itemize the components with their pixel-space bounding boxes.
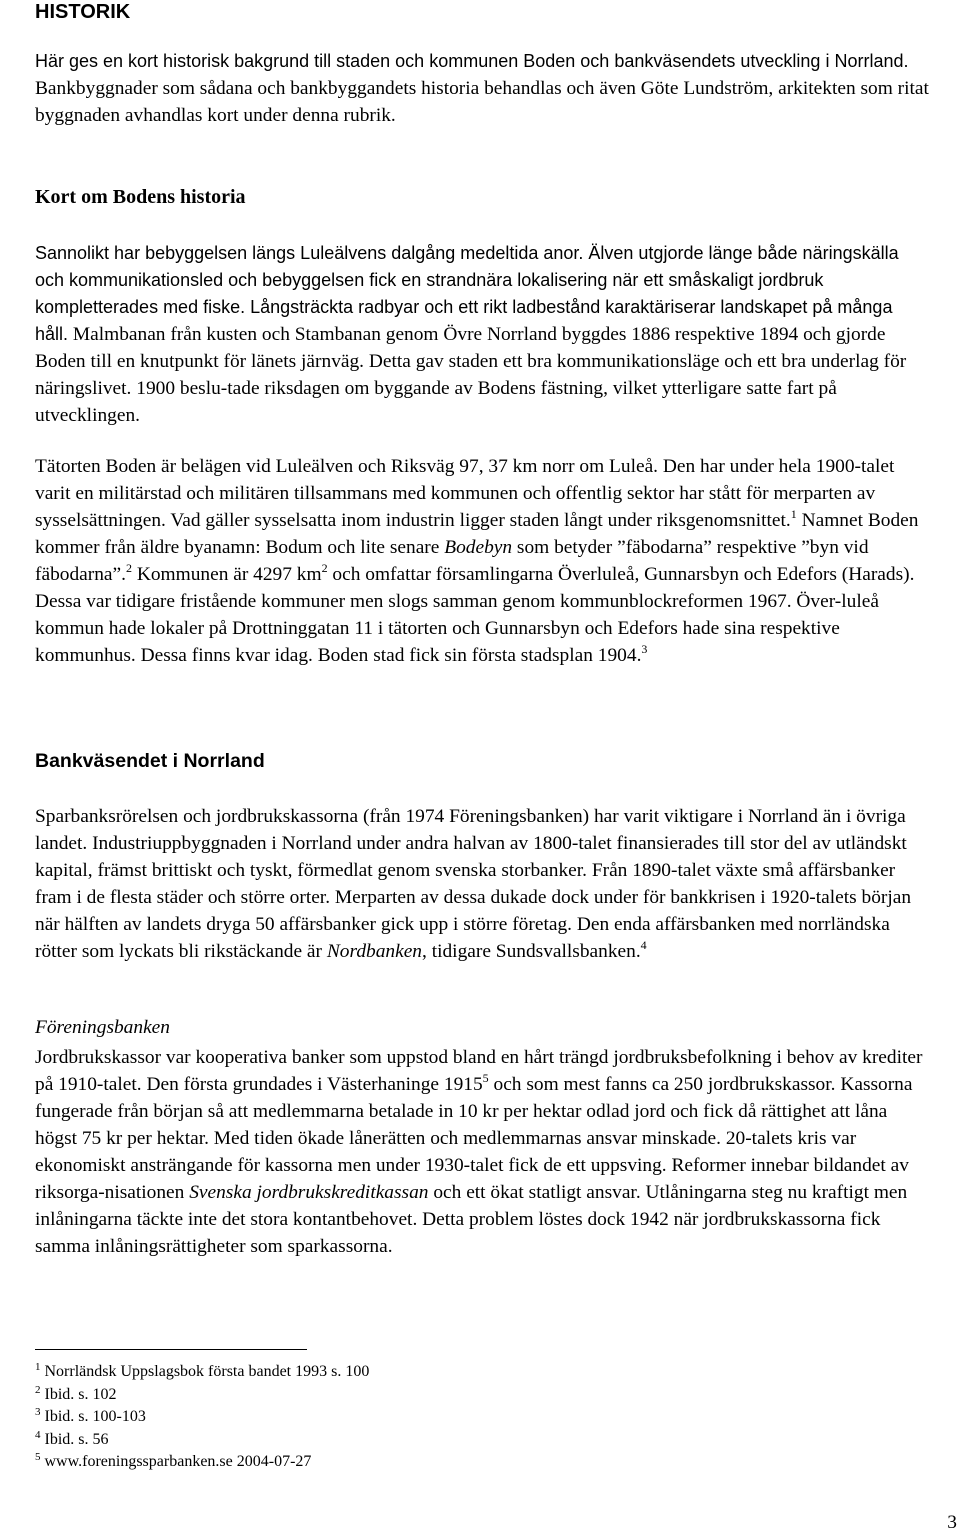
- history-paragraph-1: [35, 240, 930, 429]
- footnote-number: 3: [35, 1406, 41, 1418]
- history-p1-serif-text: Malmbanan från kusten och Stambanan genom Övre Norrland byggdes 1886 respektive 1894 och gjorde Boden till en knutpunkt för länets järnväg. Detta gav staden ett bra kommunikationsläge och ett bra underlag för näringslivet. 1900 beslu-tade riksdagen om byggande av Bodens fästning, vilket ytterligare satte fart på utvecklingen.: [35, 324, 907, 426]
- footnote-text: Ibid. s. 56: [40, 1431, 109, 1448]
- bank-p1-text-b: , tidigare Sundsvallsbanken.: [422, 941, 641, 962]
- footnote-number: 1: [35, 1361, 41, 1373]
- history-p2-text-a: Tätorten Boden är belägen vid Luleälven och Riksväg 97, 37 km norr om Luleå. Den har under hela 1900-talet varit en militärstad och militären tillsammans med kommunen och offentlig sektor har stått för merparten av sysselsättningen. Vad gäller sysselsatta inom industrin ligger staden långt under riksgenomsnittet.: [35, 456, 895, 531]
- footnote-2: [35, 1384, 117, 1406]
- section-title-bodens-historia: Kort om Bodens historia: [35, 186, 246, 208]
- footnote-4: [35, 1429, 109, 1451]
- bank-p2-text-c: och ett ökat statligt ansvar. Utlåningarna steg nu kraftigt men inlåningarna täckte inte det stora kontantbehovet. Detta problem löstes dock 1942 när jordbrukskassorna fick samma inlåningsrättigheter som sparkassorna.: [35, 1182, 908, 1257]
- footnote-ref-4: 4: [640, 938, 647, 952]
- history-p2-text-d: Kommunen är 4297 km: [131, 564, 322, 585]
- footnote-divider: [35, 1349, 307, 1350]
- footnote-ref-1: 1: [790, 507, 797, 521]
- footnote-3: [35, 1406, 146, 1428]
- intro-paragraph: [35, 48, 930, 129]
- subheading-foreningsbanken: Föreningsbanken: [35, 1017, 170, 1038]
- footnote-ref-2: 2: [125, 561, 132, 575]
- page-number: 3: [947, 1512, 957, 1533]
- footnote-text: Ibid. s. 102: [40, 1386, 117, 1403]
- history-p2-text-b: Namnet Boden kommer från äldre byanamn: Bodum och lite senare: [35, 510, 919, 558]
- intro-sentence-2: Bankbyggnader som sådana och bankbyggandets historia behandlas och även Göte Lundström, arkitekten som ritat byggnaden avhandlas kort under denna rubrik.: [35, 78, 929, 126]
- history-p2-italic-bodebyn: Bodebyn: [444, 537, 513, 558]
- bank-paragraph-2: [35, 1044, 930, 1260]
- footnote-ref-5: 5: [482, 1071, 489, 1085]
- square-superscript: 2: [321, 561, 328, 575]
- footnote-ref-3: 3: [641, 642, 648, 656]
- footnote-5: [35, 1451, 311, 1473]
- bank-p1-italic-nordbanken: Nordbanken: [326, 941, 423, 962]
- footnote-number: 4: [35, 1429, 41, 1441]
- section-title-bankvasendet: Bankväsendet i Norrland: [35, 750, 265, 772]
- history-paragraph-2: [35, 453, 930, 669]
- bank-p2-text-b: och som mest fanns ca 250 jordbrukskassor. Kassorna fungerade från början så att medlemmarna betalade in 10 kr per hektar odlad jord och fick då rättighet att låna högst 75 kr per hektar. Med tiden ökade lånerätten och medlemmarnas ansvar minskade. 20-talets kris var ekonomiskt ansträngande för kassorna men under 1930-talet fick de ett uppsving. Reformer innebar bildandet av riksorga-nisationen: [35, 1074, 913, 1203]
- bank-p1-text-a: Sparbanksrörelsen och jordbrukskassorna (från 1974 Föreningsbanken) har varit viktigare i Norrland än i övriga landet. Industriuppbyggnaden i Norrland under andra halvan av 1800-talet finansierades till stor del av utländskt kapital, främst brittiskt och tyskt, förmedlat genom svenska storbanker. Från 1890-talet växte små affärsbanker fram i de flesta städer och större orter. Merparten av dessa dukade dock under för bankkrisen i 1920-talets början när hälften av landets dryga 50 affärsbanker gick upp i större företag. Den enda affärsbanken med norrländska rötter som lyckats bli rikstäckande är: [35, 806, 912, 962]
- page-heading: HISTORIK: [35, 1, 131, 23]
- intro-sentence-1: Här ges en kort historisk bakgrund till staden och kommunen Boden och bankväsendets utveckling i Norrland.: [35, 51, 909, 71]
- footnote-text: www.foreningssparbanken.se 2004-07-27: [40, 1453, 312, 1470]
- history-p2-text-c: som betyder ”fäbodarna” respektive ”byn vid fäbodarna”.: [35, 537, 869, 585]
- footnote-number: 2: [35, 1384, 41, 1396]
- history-p2-text-e: och omfattar församlingarna Överluleå, Gunnarsbyn och Edefors (Harads). Dessa var tidigare fristående kommuner men slogs samman genom kommunblockreformen 1967. Över-luleå kommun hade lokaler på Drottninggatan 11 i tätorten och Gunnarsbyn och Edefors hade sina respektive kommunhus. Dessa finns kvar idag. Boden stad fick sin första stadsplan 1904.: [35, 564, 915, 666]
- history-p1-sans-text: Sannolikt har bebyggelsen längs Luleälvens dalgång medeltida anor. Älven utgjorde länge både näringskälla och kommunikationsled och bebyggelsen fick en strandnära lokalisering när ett småskaligt jordbruk kompletterades med fiske. Långsträckta radbyar och ett rikt ladbestånd karaktäriserar landskapet på många håll.: [35, 243, 899, 344]
- footnote-number: 5: [35, 1451, 41, 1463]
- footnote-text: Norrländsk Uppslagsbok första bandet 1993 s. 100: [40, 1363, 370, 1380]
- bank-paragraph-1: [35, 803, 930, 965]
- footnote-1: [35, 1361, 369, 1383]
- bank-p2-text-a: Jordbrukskassor var kooperativa banker som uppstod bland en hårt trängd jordbruksbefolkning i behov av krediter på 1910-talet. Den första grundades i Västerhaninge 1915: [35, 1047, 923, 1095]
- bank-p2-italic-svenska: Svenska jordbrukskreditkassan: [189, 1182, 429, 1203]
- footnote-text: Ibid. s. 100-103: [40, 1408, 146, 1425]
